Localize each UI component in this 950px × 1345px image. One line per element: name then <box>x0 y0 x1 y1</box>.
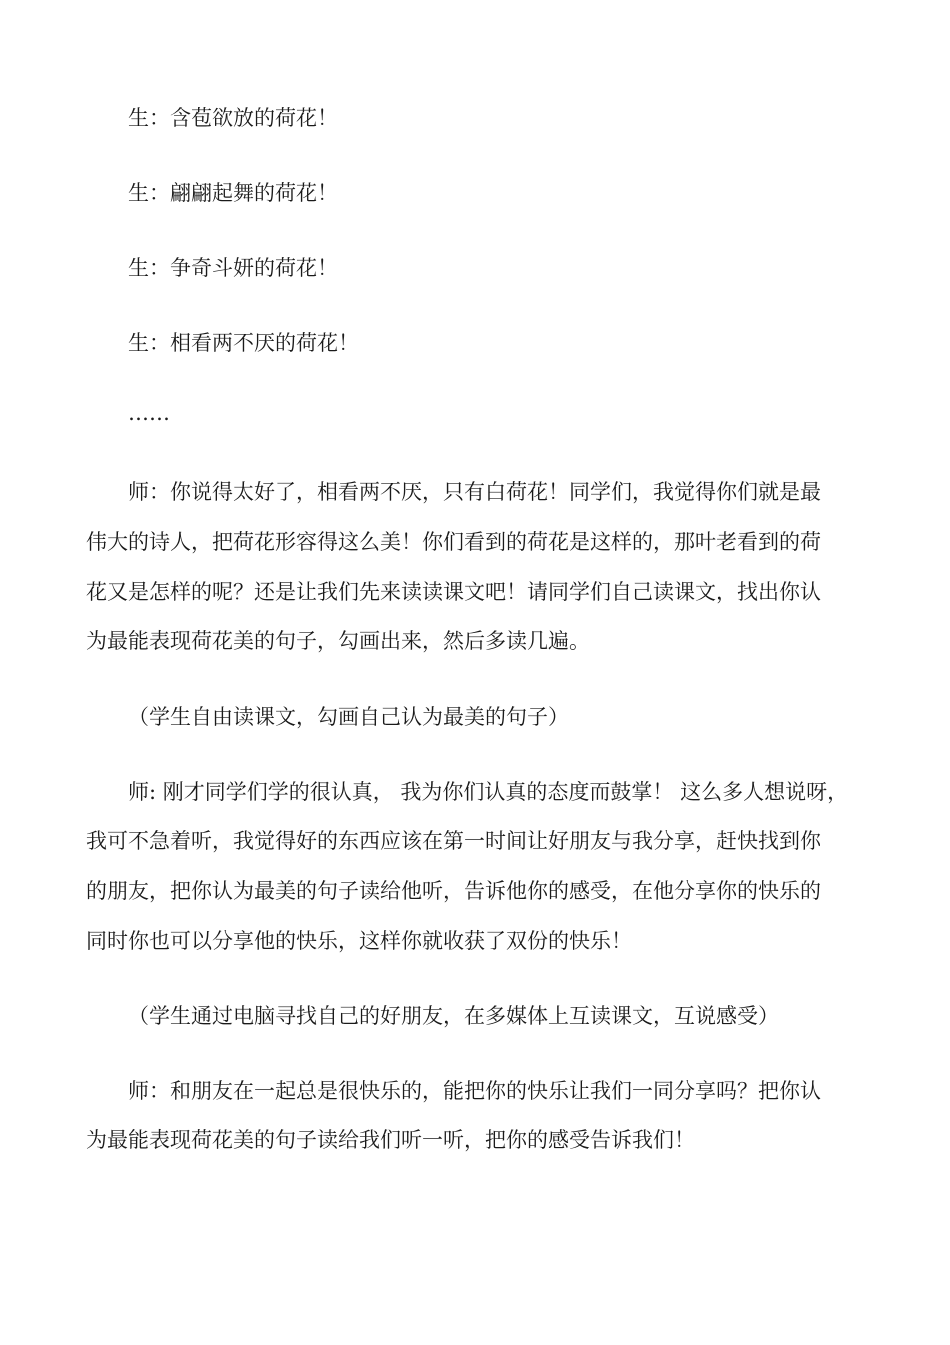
teacher-paragraph-2-line-3: 的朋友，把你认为最美的句子读给他听，告诉他你的感受，在他分享你的快乐的 <box>86 879 821 903</box>
teacher-paragraph-1-line-3: 花又是怎样的呢？还是让我们先来读读课文吧！请同学们自己读课文，找出你认 <box>86 580 821 604</box>
teacher-paragraph-1-line-4: 为最能表现荷花美的句子，勾画出来，然后多读几遍。 <box>86 629 590 653</box>
stage-direction-1: （学生自由读课文，勾画自己认为最美的句子） <box>128 705 569 729</box>
teacher-paragraph-2-line-1: 师: 刚才同学们学的很认真， 我为你们认真的态度而鼓掌！ 这么多人想说呀， <box>128 780 849 804</box>
teacher-paragraph-1-line-2: 伟大的诗人，把荷花形容得这么美！你们看到的荷花是这样的，那叶老看到的荷 <box>86 530 821 554</box>
teacher-paragraph-1-line-1: 师：你说得太好了，相看两不厌，只有白荷花！同学们，我觉得你们就是最 <box>128 480 821 504</box>
student-line-2: 生：翩翩起舞的荷花！ <box>128 181 338 205</box>
ellipsis-line: …… <box>128 401 170 425</box>
student-line-3: 生：争奇斗妍的荷花！ <box>128 256 338 280</box>
teacher-paragraph-2-line-2: 我可不急着听，我觉得好的东西应该在第一时间让好朋友与我分享，赶快找到你 <box>86 829 821 853</box>
teacher-paragraph-3-line-1: 师：和朋友在一起总是很快乐的，能把你的快乐让我们一同分享吗？把你认 <box>128 1079 821 1103</box>
stage-direction-2: （学生通过电脑寻找自己的好朋友，在多媒体上互读课文，互说感受） <box>128 1004 779 1028</box>
teacher-paragraph-2-line-4: 同时你也可以分享他的快乐，这样你就收获了双份的快乐！ <box>86 929 632 953</box>
teacher-paragraph-3-line-2: 为最能表现荷花美的句子读给我们听一听，把你的感受告诉我们！ <box>86 1128 695 1152</box>
student-line-1: 生：含苞欲放的荷花！ <box>128 106 338 130</box>
student-line-4: 生：相看两不厌的荷花！ <box>128 331 359 355</box>
